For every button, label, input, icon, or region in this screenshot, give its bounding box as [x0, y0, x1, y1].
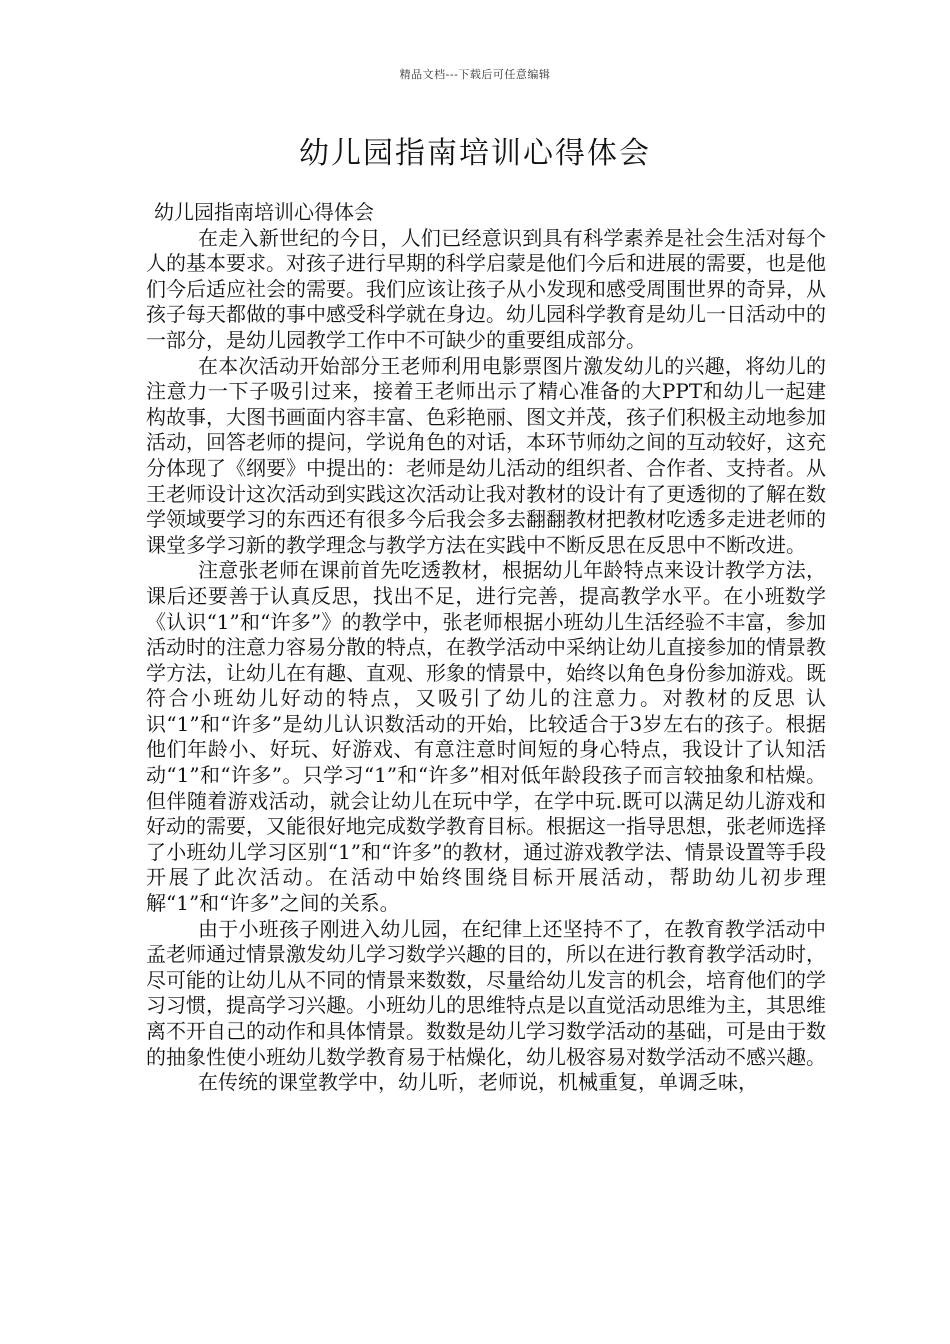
document-title: 幼儿园指南培训心得体会 — [299, 136, 651, 171]
paragraph-1: 在走入新世纪的今日，人们已经意识到具有科学素养是社会生活对每个人的基本要求。对孩子进行早期的科学启蒙是他们今后和进展的需要，也是他们今后适应社会的需要。我们应该让孩子从小发现和感受周围世界的奇异，从孩子每天都做的事中感受科学就在身边。幼儿园科学教育是幼儿一日活动中的一部分，是幼儿园教学工作中不可缺少的重要组成部分。 — [146, 225, 826, 352]
document-subtitle: 幼儿园指南培训心得体会 — [154, 200, 374, 224]
paragraph-3: 注意张老师在课前首先吃透教材，根据幼儿年龄特点来设计教学方法，课后还要善于认真反思，找出不足，进行完善，提高教学水平。在小班数学《认识“1”和“许多”》的教学中，张老师根据小班幼儿生活经验不丰富，参加活动时的注意力容易分散的特点，在教学活动中采纳让幼儿直接参加的情景教学方法，让幼儿在有趣、直观、形象的情景中，始终以角色身份参加游戏。既符合小班幼儿好动的特点，又吸引了幼儿的注意力。对教材的反思 认识“1”和“许多”是幼儿认识数活动的开始，比较适合于3岁左右的孩子。根据他们年龄小、好玩、好游戏、有意注意时间短的身心特点，我设计了认知活动“1”和“许多”。只学习“1”和“许多”相对低年龄段孩子而言较抽象和枯燥。但伴随着游戏活动，就会让幼儿在玩中学，在学中玩.既可以满足幼儿游戏和好动的需要，又能很好地完成数学教育目标。根据这一指导思想，张老师选择了小班幼儿学习区别“1”和“许多”的教材，通过游戏教学法、情景设置等手段开展了此次活动。在活动中始终围绕目标开展活动，帮助幼儿初步理解“1”和“许多”之间的关系。 — [146, 558, 826, 916]
header-note: 精品文档---下载后可任意编辑 — [399, 68, 551, 81]
paragraph-4: 由于小班孩子刚进入幼儿园，在纪律上还坚持不了，在教育教学活动中孟老师通过情景激发幼儿学习数学兴趣的目的，所以在进行教育教学活动时，尽可能的让幼儿从不同的情景来数数，尽量给幼儿发言的机会，培育他们的学习习惯，提高学习兴趣。小班幼儿的思维特点是以直觉活动思维为主，其思维离不开自己的动作和具体情景。数数是幼儿学习数学活动的基础，可是由于数的抽象性使小班幼儿数学教育易于枯燥化，幼儿极容易对数学活动不感兴趣。 — [146, 916, 826, 1069]
document-body — [146, 200, 826, 1096]
paragraph-2: 在本次活动开始部分王老师利用电影票图片激发幼儿的兴趣，将幼儿的注意力一下子吸引过来，接着王老师出示了精心准备的大PPT和幼儿一起建构故事，大图书画面内容丰富、色彩艳丽、图文并茂，孩子们积极主动地参加活动，回答老师的提问，学说角色的对话，本环节师幼之间的互动较好，这充分体现了《纲要》中提出的：老师是幼儿活动的组织者、合作者、支持者。从王老师设计这次活动到实践这次活动让我对教材的设计有了更透彻的了解在数学领域要学习的东西还有很多今后我会多去翻翻教材把教材吃透多走进老师的课堂多学习新的教学理念与教学方法在实践中不断反思在反思中不断改进。 — [146, 353, 826, 557]
paragraph-5: 在传统的课堂教学中，幼儿听，老师说，机械重复，单调乏味， — [198, 1070, 758, 1095]
